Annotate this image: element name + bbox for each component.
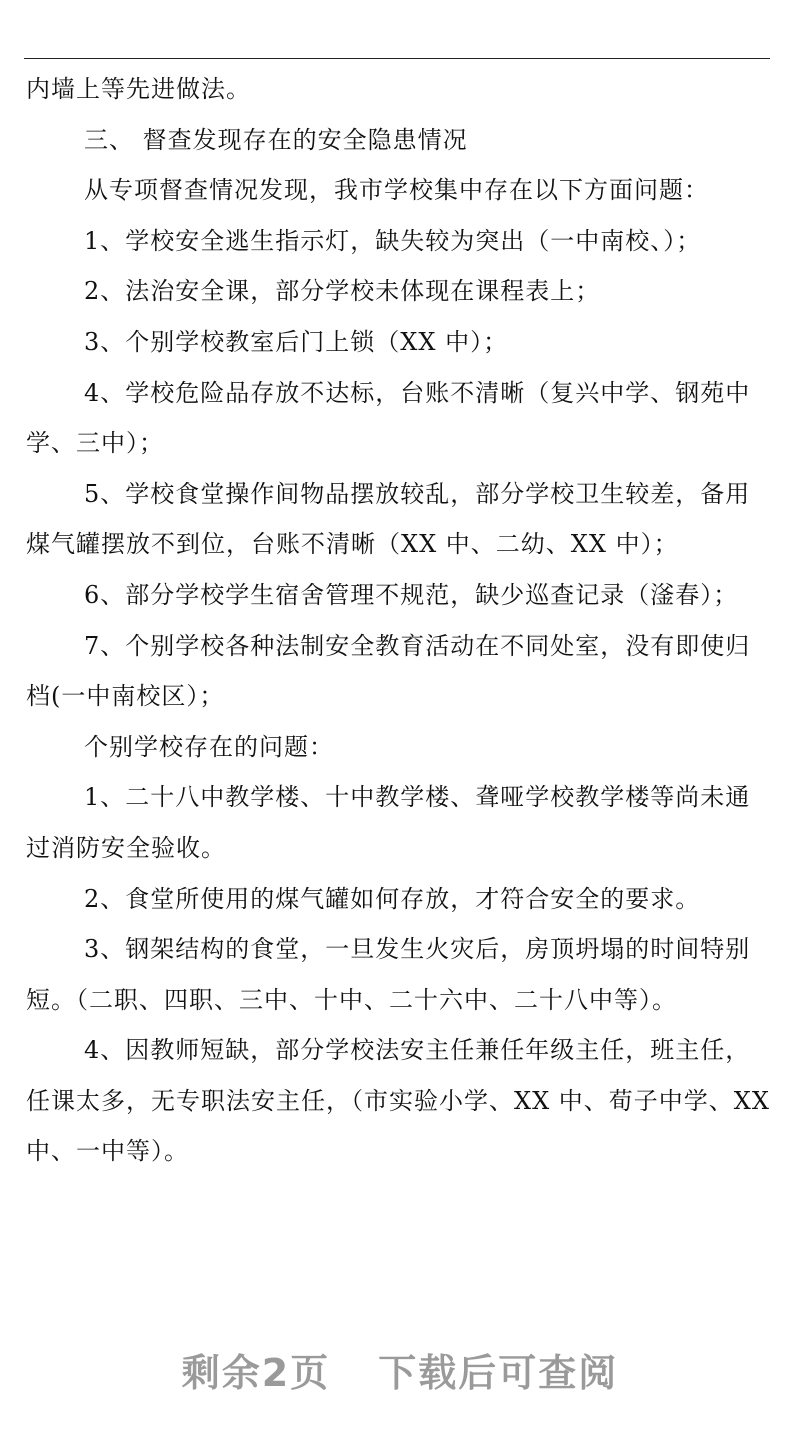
issue-item: 3、个别学校教室后门上锁（XX 中）； bbox=[84, 327, 509, 356]
subsection-label: 个别学校存在的问题： bbox=[84, 732, 334, 761]
header-rule bbox=[24, 58, 770, 59]
issue-item: 2、法治安全课，部分学校未体现在课程表上； bbox=[84, 277, 601, 306]
issue-item: 7、个别学校各种法制安全教育活动在不同处室，没有即使归档(一中南校区）； bbox=[26, 631, 751, 711]
paragraph-intro: 从专项督查情况发现，我市学校集中存在以下方面问题： bbox=[84, 176, 709, 205]
issue-item: 6、部分学校学生宿舍管理不规范，缺少巡查记录（滏春）； bbox=[84, 580, 739, 609]
issue-item: 5、学校食堂操作间物品摆放较乱，部分学校卫生较差，备用煤气罐摆放不到位，台账不清晰（XX 中、二幼、XX 中）； bbox=[26, 479, 751, 559]
remaining-pages-label: 剩余2页 bbox=[181, 1351, 331, 1395]
paragraph-continuation: 内墙上等先进做法。 bbox=[26, 75, 251, 103]
school-issue-item: 1、二十八中教学楼、十中教学楼、聋哑学校教学楼等尚未通过消防安全验收。 bbox=[26, 783, 751, 862]
download-prompt[interactable] bbox=[0, 1342, 800, 1397]
issue-item: 4、学校危险品存放不达标，台账不清晰（复兴中学、钢苑中学、三中）； bbox=[26, 378, 751, 458]
document-body bbox=[26, 64, 770, 1177]
school-issue-item: 2、食堂所使用的煤气罐如何存放，才符合安全的要求。 bbox=[84, 884, 701, 913]
download-label: 下载后可查阅 bbox=[378, 1351, 619, 1395]
school-issue-item: 4、因教师短缺，部分学校法安主任兼任年级主任，班主任，任课太多，无专职法安主任，（市实验小学、XX 中、荀子中学、XX 中、一中等）。 bbox=[26, 1036, 770, 1166]
school-issue-item: 3、钢架结构的食堂，一旦发生火灾后，房顶坍塌的时间特别短。（二职、四职、三中、十中、二十六中、二十八中等）。 bbox=[26, 935, 751, 1014]
issue-item: 1、学校安全逃生指示灯，缺失较为突出（一中南校、）； bbox=[84, 226, 702, 255]
section-heading: 三、 督查发现存在的安全隐患情况 bbox=[84, 125, 468, 154]
